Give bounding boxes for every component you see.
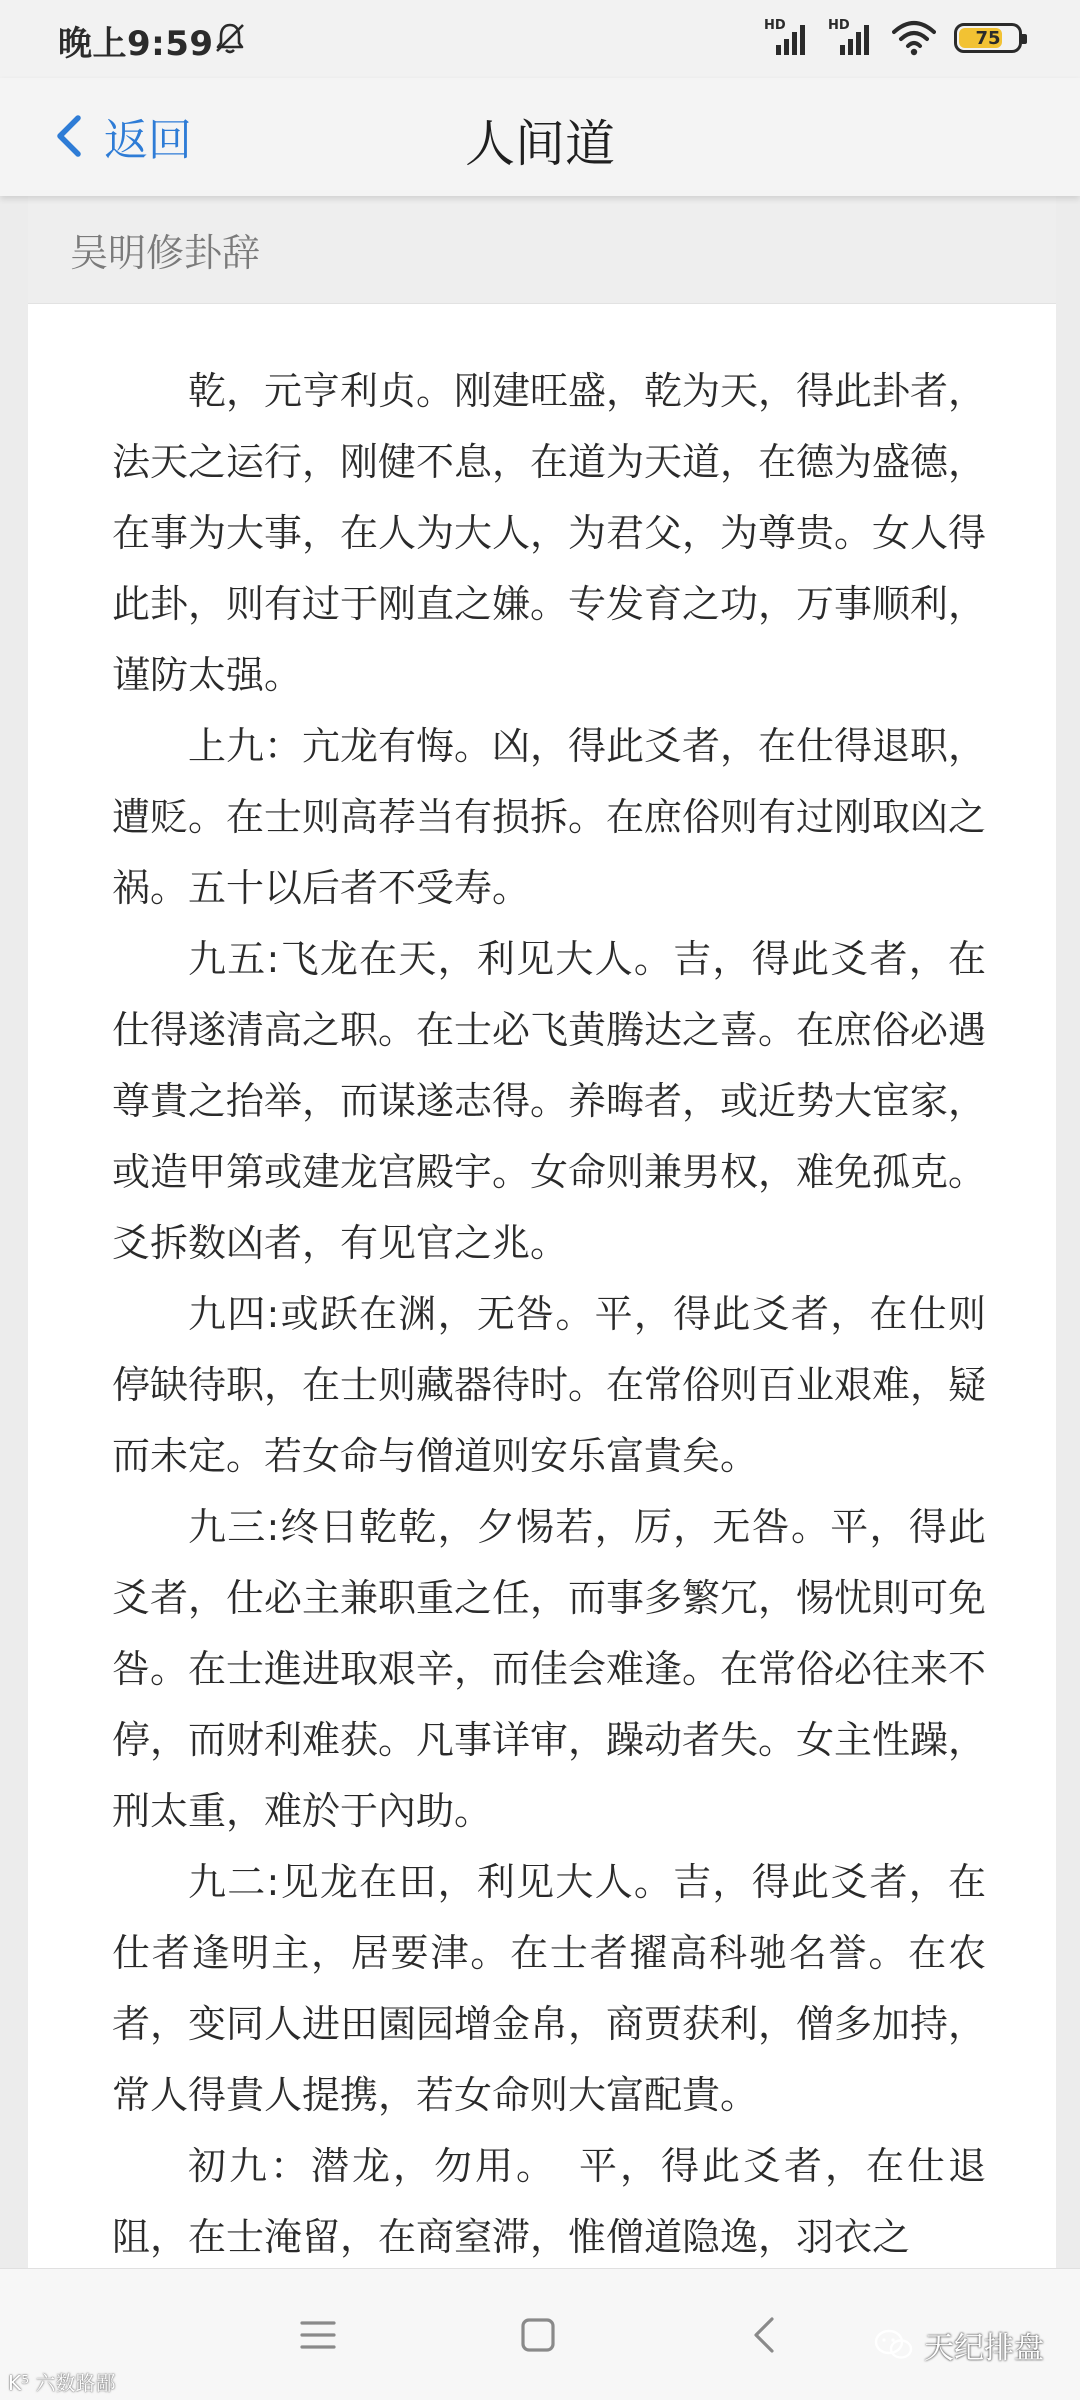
status-indicators xyxy=(764,18,1022,58)
article-paragraph: 乾，元亨利贞。刚建旺盛，乾为天，得此卦者，法天之运行，刚健不息，在道为天道，在德为盛德，在事为大事，在人为大人，为君父，为尊贵。女人得此卦，则有过于刚直之嫌。专发育之功，万事顺利，谨防太强。 xyxy=(112,369,987,697)
signal-hd-label: HD xyxy=(764,18,786,33)
status-bar xyxy=(0,0,1080,78)
wifi-icon xyxy=(892,20,936,56)
article-body[interactable] xyxy=(28,304,1056,2268)
back-label: 返回 xyxy=(104,115,192,166)
chat-bubble-icon xyxy=(874,2328,914,2362)
battery-level: 75 xyxy=(975,27,1001,49)
article-paragraph: 上九：亢龙有悔。凶，得此爻者，在仕得退职，遭贬。在士则高荐当有损拆。在庶俗则有过刚取凶之祸。五十以后者不受寿。 xyxy=(112,724,987,910)
signal-icon xyxy=(828,19,874,57)
signal-icon xyxy=(764,19,810,57)
nav-bar xyxy=(0,78,1080,196)
article-paragraph: 九五:飞龙在天，利见大人。吉，得此爻者，在仕得遂清高之职。在士必飞黄腾达之喜。在庶俗必遇尊貴之抬举，而谋遂志得。养晦者，或近势大宦家，或造甲第或建龙宫殿宇。女命则兼男权，难免孤克。爻拆数凶者，有见官之兆。 xyxy=(112,937,987,1265)
article-paragraph: 九二:见龙在田，利见大人。吉，得此爻者，在仕者逢明主，居要津。在士者擢高科驰名誉。在农者，变同人进田園园增金帛，商贾获利，僧多加持，常人得貴人提携，若女命则大富配貴。 xyxy=(112,1860,987,2117)
page-title: 人间道 xyxy=(465,115,615,173)
watermark xyxy=(874,2323,1044,2367)
corner-watermark: K⁵ 六数路鄙 xyxy=(8,2371,116,2395)
bell-muted-icon xyxy=(212,20,248,56)
article-paragraph: 九三:终日乾乾，夕惕若，厉，无咎。平，得此爻者，仕必主兼职重之任，而事多繁冗，惕忧則可免咎。在士進进取艰辛，而佳会难逢。在常俗必往来不停，而财利难获。凡事详审，躁动者失。女主性躁，刑太重，难於于內助。 xyxy=(112,1505,987,1833)
signal-hd-label: HD xyxy=(828,18,850,33)
home-square-icon[interactable] xyxy=(514,2311,562,2359)
battery-icon xyxy=(954,23,1022,53)
back-chevron-icon[interactable] xyxy=(742,2311,790,2359)
watermark-text: 天纪排盘 xyxy=(924,2331,1044,2366)
card-header: 吴明修卦辞 xyxy=(28,196,1056,304)
article-paragraph: 初九：潜龙，勿用。 平，得此爻者，在仕退阻，在士淹留，在商窒滞，惟僧道隐逸，羽衣之 xyxy=(112,2144,986,2259)
article-card xyxy=(28,196,1056,2268)
article-paragraph: 九四:或跃在渊，无咎。平，得此爻者，在仕则停缺待职，在士则藏器待时。在常俗则百业艰难，疑而未定。若女命与僧道则安乐富貴矣。 xyxy=(112,1292,987,1478)
status-time: 晚上9:59 xyxy=(58,24,214,64)
system-nav-bar xyxy=(0,2268,1080,2400)
menu-icon[interactable] xyxy=(294,2311,342,2359)
